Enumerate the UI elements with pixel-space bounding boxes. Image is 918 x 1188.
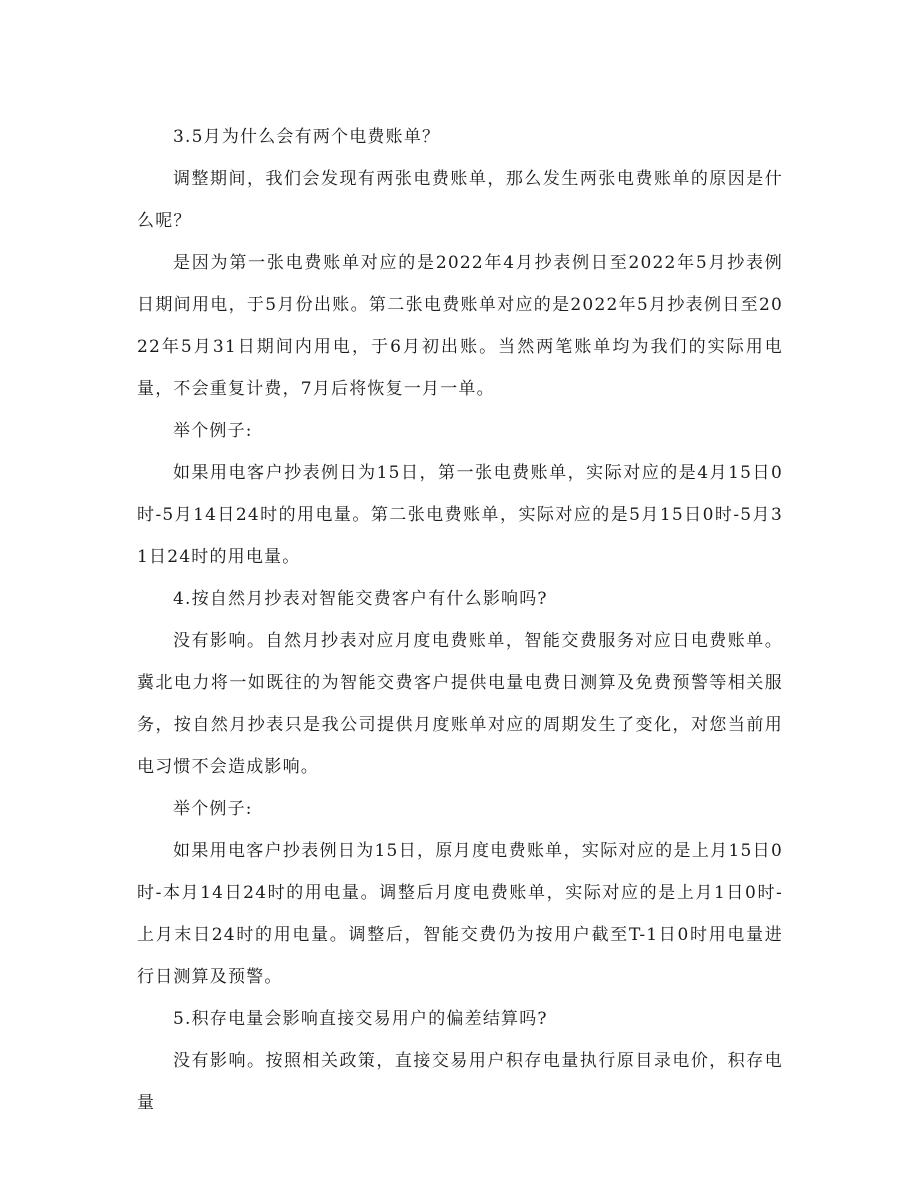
example-paragraph-2: 如果用电客户抄表例日为15日，原月度电费账单，实际对应的是上月15日0时-本月14日24时的用电量。调整后月度电费账单，实际对应的是上月1日0时-上月末日24时的用电量。调整后，智能交费仍为按用户截至T-1日0时用电量进行日测算及预警。 [137, 841, 783, 987]
document-body [137, 116, 783, 1124]
question-5-heading: 5.积存电量会影响直接交易用户的偏差结算吗? [173, 1009, 548, 1029]
answer-4-paragraph: 没有影响。自然月抄表对应月度电费账单，智能交费服务对应日电费账单。冀北电力将一如既往的为智能交费客户提供电量电费日测算及免费预警等相关服务，按自然月抄表只是我公司提供月度账单对应的周期发生了变化，对您当前用电习惯不会造成影响。 [137, 631, 783, 777]
answer-5-paragraph: 没有影响。按照相关政策，直接交易用户积存电量执行原目录电价，积存电量 [137, 1051, 783, 1113]
example-label-2: 举个例子: [173, 799, 253, 819]
paragraph-two-bills-question: 调整期间，我们会发现有两张电费账单，那么发生两张电费账单的原因是什么呢？ [137, 169, 783, 231]
question-3-heading: 3.5月为什么会有两个电费账单？ [173, 127, 441, 147]
paragraph-two-bills-reason: 是因为第一张电费账单对应的是2022年4月抄表例日至2022年5月抄表例日期间用电，于5月份出账。第二张电费账单对应的是2022年5月抄表例日至2022年5月31日期间内用电，于6月初出账。当然两笔账单均为我们的实际用电量，不会重复计费，7月后将恢复一月一单。 [137, 253, 783, 399]
question-4-heading: 4.按自然月抄表对智能交费客户有什么影响吗? [173, 589, 548, 609]
example-label-1: 举个例子: [173, 421, 253, 441]
example-paragraph-1: 如果用电客户抄表例日为15日，第一张电费账单，实际对应的是4月15日0时-5月14日24时的用电量。第二张电费账单，实际对应的是5月15日0时-5月31日24时的用电量。 [137, 463, 783, 567]
